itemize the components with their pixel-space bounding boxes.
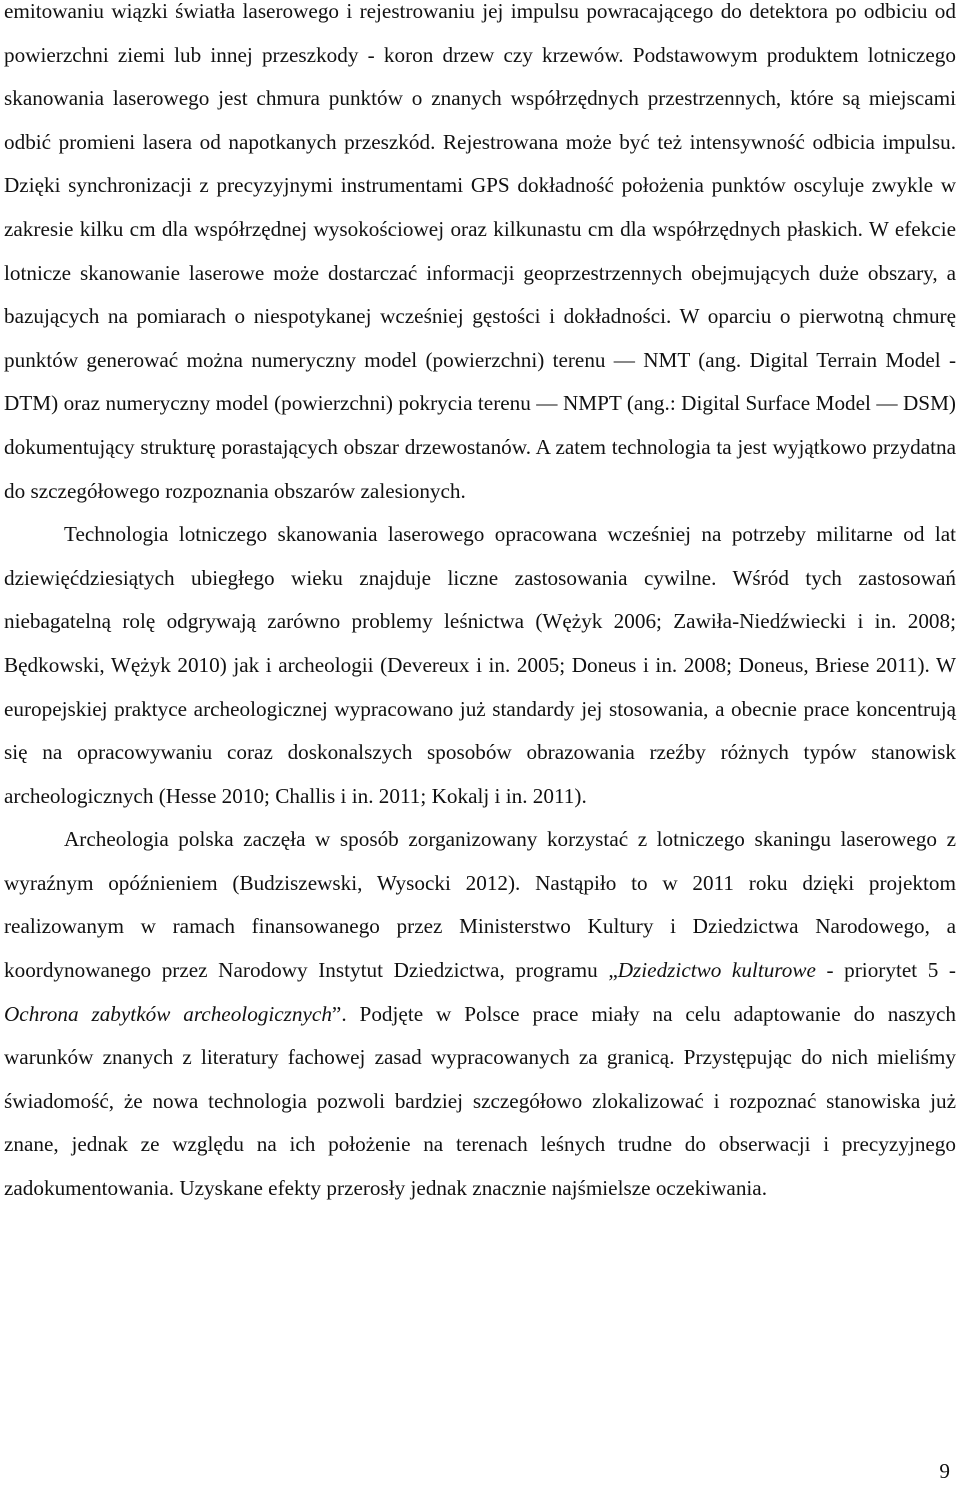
page-number: 9 xyxy=(939,1459,950,1483)
document-page xyxy=(4,0,956,1488)
paragraph-lidar-applications: Technologia lotniczego skanowania laserowego opracowana wcześniej na potrzeby militarne od lat dziewięćdziesiątych ubiegłego wieku znajduje liczne zastosowania cywilne. Wśród tych zastosowań niebagatelną rolę odgrywają zarówno problemy leśnictwa (Wężyk 2006; Zawiła-Niedźwiecki i in. 2008; Będkowski, Wężyk 2010) jak i archeologii (Devereux i in. 2005; Doneus i in. 2008; Doneus, Briese 2011). W europejskiej praktyce archeologicznej wypracowano już standardy jej stosowania, a obecnie prace koncentrują się na opracowywaniu coraz doskonalszych sposobów obrazowania rzeźby różnych typów stanowisk archeologicznych (Hesse 2010; Challis i in. 2011; Kokalj i in. 2011). xyxy=(4,522,956,808)
program-name-italic: Dziedzictwo kulturowe xyxy=(617,958,816,983)
paragraph-text-segment: Archeologia polska zaczęła w sposób zorganizowany korzystać z lotniczego skaningu laserowego z wyraźnym opóźnieniem (Budziszewski, Wysocki 2012). Nastąpiło to w 2011 roku dzięki projektom realizowanym w ramach finansowanego przez Ministerstwo Kultury i Dziedzictwa Narodowego, a koordynowanego przez Narodowy Instytut Dziedzictwa, programu „ xyxy=(4,827,956,983)
priority-name-italic: Ochrona zabytków archeologicznych xyxy=(4,1001,332,1026)
paragraph-lidar-principles: emitowaniu wiązki światła laserowego i rejestrowaniu jej impulsu powracającego do detektora po odbiciu od powierzchni ziemi lub innej przeszkody - koron drzew czy krzewów. Podstawowym produktem lotniczego skanowania laserowego jest chmura punktów o znanych współrzędnych przestrzennych, które są miejscami odbić promieni lasera od napotkanych przeszkód. Rejestrowana może być też intensywność odbicia impulsu. Dzięki synchronizacji z precyzyjnymi instrumentami GPS dokładność położenia punktów oscyluje zwykle w zakresie kilku cm dla współrzędnej wysokościowej oraz kilkunastu cm dla współrzędnych płaskich. W efekcie lotnicze skanowanie laserowe może dostarczać informacji geoprzestrzennych obejmujących duże obszary, a bazujących na pomiarach o niespotykanej wcześniej gęstości i dokładności. W oparciu o pierwotną chmurę punktów generować można numeryczny model (powierzchni) terenu — NMT (ang. Digital Terrain Model - DTM) oraz numeryczny model (powierzchni) pokrycia terenu — NMPT (ang.: Digital Surface Model — DSM) dokumentujący strukturę porastających obszar drzewostanów. A zatem technologia ta jest wyjątkowo przydatna do szczegółowego rozpoznania obszarów zalesionych. xyxy=(4,0,956,503)
paragraph-polish-archaeology xyxy=(4,818,956,1210)
paragraph-text-segment: ”. Podjęte w Polsce prace miały na celu adaptowanie do naszych warunków znanych z literatury fachowej zasad wypracowanych za granicą. Przystępując do nich mieliśmy świadomość, że nowa technologia pozwoli bardziej szczegółowo zlokalizować i rozpoznać stanowiska już znane, jednak ze względu na ich położenie na terenach leśnych trudne do obserwacji i precyzyjnego zadokumentowania. Uzyskane efekty przerosły jednak znacznie najśmielsze oczekiwania. xyxy=(4,1001,957,1201)
paragraph-text-segment: - priorytet 5 - xyxy=(815,958,956,983)
